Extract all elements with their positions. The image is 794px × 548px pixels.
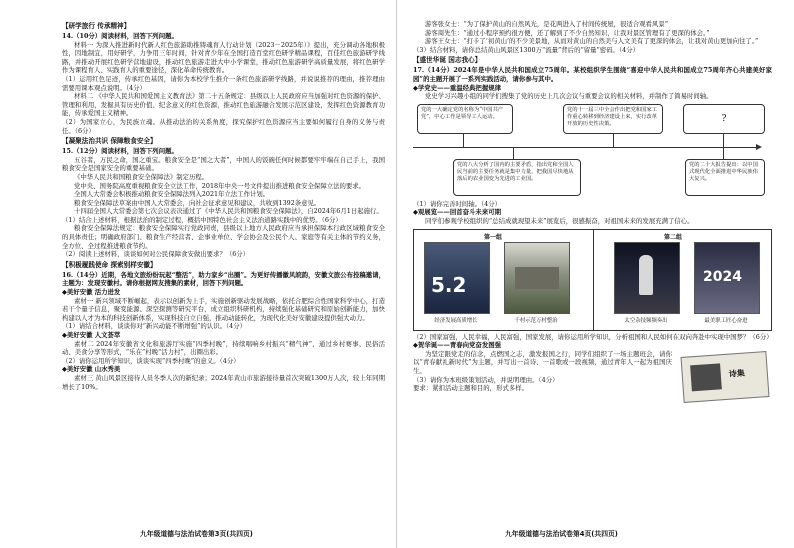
photo-workers xyxy=(694,242,760,314)
timeline-axis xyxy=(413,147,758,148)
question-part: （2）国家富强，人民幸福，人民富强，国家发展，请你运用所学知识，分析祖国和人民如何在双向奔赴中实现中国梦？（6分） xyxy=(413,332,773,341)
timeline-arrow-icon xyxy=(756,144,762,150)
question-part: （2）请你运用所学知识，谈谈实现“四季村晚”的意义。（4分） xyxy=(62,356,240,365)
exhibition-photos xyxy=(413,229,772,331)
question-title: 14.（10分）阅读材料，回答下列问题。 xyxy=(62,32,178,40)
book-title: 诗集 xyxy=(728,367,746,379)
photo-group-label: 第二组 xyxy=(664,233,683,241)
material-text: 素材二 2024年安徽省文化和旅游厅实施“四季村晚”，持续唱响乡村振兴“精气神”，通过乡村赛事、民俗活动、美食分享等形式，“乐在”村晚“活力村”，出圈出彩。 xyxy=(62,339,385,357)
question-part: （1）结合上述材料，根据法治的制定过程，概括中国特色社会主义法治道路实践中的优势。（6分） xyxy=(62,215,342,224)
material-text: 素材一 新兴领域不断崛起，表示以创新为上手，实施创新驱动发展战略，依托合肥综合性国家科学中心，打造若干个量子信息，聚变能源、深空探测等研究平台，成立组织科研机构，持续强化基础研究和原始创新能力，加快构建以人才为本的科技创新体系，实现科技自立自强，推动动能转化，为现代化美好安徽建设提供强大动力。 xyxy=(62,296,385,322)
question-title: 16.（14分）近期，各地文旅纷纷玩起“整活”，助力家乡“出圈”。为更好传播徽风皖韵，安徽文旅公布投稿邀请，主题为：发现安徽村。请你根据网友搜集的素材，回答下列问题。 xyxy=(62,270,385,288)
book-cover xyxy=(681,351,770,403)
sub-heading: ◆美好安徽 山水秀美 xyxy=(62,365,121,374)
timeline-box: 党的一大确定党的名称为“中国共产党”，中心工作是领导工人运动。 xyxy=(417,104,513,134)
section-title: 【积极履践使命 探索别样安徽】 xyxy=(62,260,157,269)
photo-caption: 最美职工匠心奋进 xyxy=(704,317,748,324)
village-building-shape xyxy=(515,267,559,289)
material-text: 同学们参观学校组织的“总结成就现望未来”展览后，很感振奋，对祖国未来的发展充满了信心。 xyxy=(425,216,694,225)
material-text: 五谷者，万民之命，国之重宝。粮食安全是“国之大者”，中国人的饭碗任何时候都要牢牢端在自己手上，我国粮食安全是国家安全的重要基础。 xyxy=(62,155,385,173)
material-text: 粮食安全保障法规定：粮食安全保障实行党政同责，县级以上地方人民政府应当承担保障本行政区域粮食安全的具体责任；明确政府部门、粮食生产经营者、企事业单位、学会协会及公民个人、家庭等有关主体的节约义务，全方位、全过程推进粮食节约。 xyxy=(62,224,385,250)
question-part: （3）结合材料，请你总结黄山风景区1300万“流量”背后的“留量”密码。（4分） xyxy=(413,45,639,54)
photo-economy xyxy=(424,242,490,314)
sub-heading: ◆观展览——回首奋斗未来可期 xyxy=(413,208,501,217)
material-text: 全国人大常委会积极推动粮食安全保障法列入2021年立法工作计划。 xyxy=(74,190,270,199)
question-part: （1）运用红色足迹，传承红色基因，请你为本校学生推介一条红色旅游研学线路，并说说推荐的理由，推荐理由需要用课本观点说明。（4分） xyxy=(62,74,385,92)
timeline-connector xyxy=(723,134,724,147)
question-title: 17.（14分）2024年是中华人民共和国成立75周年。某校组织学生围绕“喜迎中华人民共和国成立75周年齐心共建美好家园”的主题开展了一系列实践活动，请你参与其中。 xyxy=(413,66,772,83)
timeline-blank-box: ? xyxy=(683,104,765,134)
timeline-connector xyxy=(463,134,464,147)
material-text: 材料二 《中华人民共和国爱国主义教育法》第二十五条规定：县级以上人民政府应当加强对红色资源的保护、管理和利用，发掘具有历史价值、纪念意义的红色资源，推动红色旅游融合发展示范区建设，发挥红色资源教育功能，传承爱国主义精神。 xyxy=(62,92,385,118)
question-part: （1）请你完善时间轴。（4分） xyxy=(413,199,502,208)
page-footer: 九年级道德与法治试卷第3页(共四页) xyxy=(140,530,253,538)
sub-heading: ◆学党史——重温经典把握规律 xyxy=(413,83,501,92)
requirement-text: 要求：紧扣活动主题和目的，形式多样。 xyxy=(413,384,529,393)
history-timeline xyxy=(413,104,772,198)
photo-year: 2024 xyxy=(703,268,742,285)
material-text: 游客王女士：“打卡了‘初黄山’的不少美景地，从而对黄山的自然美与人文美有了更深的体会，让我对黄山更加向往了。” xyxy=(425,37,759,46)
page-footer: 九年级道德与法治试卷第4页(共四页) xyxy=(505,530,618,538)
photo-space xyxy=(614,242,680,314)
section-title: 【盛世华诞 国志我心】 xyxy=(413,56,482,65)
timeline-connector xyxy=(723,147,724,159)
section-title: 【凝聚法治共识 保障粮食安全】 xyxy=(62,137,157,146)
question-part: （2）阅读上述材料，谈谈如何对公民保障食安做出要求？（6分） xyxy=(62,250,250,259)
material-text: 素材三 黄山风景区接待人员冬季人次的新纪录；2024年黄山市旅游接待量首次突破1300万人次，较上年同期增长了10%。 xyxy=(62,373,385,391)
photo-caption: 太空杂技频频奏出 xyxy=(624,317,668,324)
question-title: 15.（12分）阅读材料，回答下列问题。 xyxy=(62,147,178,156)
photo-group-label: 第一组 xyxy=(484,233,503,241)
timeline-connector xyxy=(613,134,614,147)
sub-heading: ◆美好安徽 活力迸发 xyxy=(62,288,121,297)
photo-number: 5.2 xyxy=(431,272,467,297)
timeline-box: 党的十一届三中全会作出把党和国家工作重心转移到经济建设上来，实行改革开放的历史性决策。 xyxy=(563,104,663,134)
photo-group-divider xyxy=(593,230,594,330)
photo-village xyxy=(504,242,570,314)
photo-caption: 千村示范万村整治 xyxy=(514,317,558,324)
section-title: 【研学旅行 传承精神】 xyxy=(62,22,131,30)
book-illustration xyxy=(690,363,722,391)
sub-heading: ◆贺华诞——青春向党奋发图强 xyxy=(413,341,501,350)
material-text: 游客周先生：“通过小程序预约很方便，还了解到了不少自然知识，让我对景区管理有了更深的体会。” xyxy=(425,28,710,37)
poetry-book-image xyxy=(676,352,772,400)
material-text: 游客张女士：“为了保护黄山的自然风光，是花两进入了村间传统屋，很适合观看风景” xyxy=(425,20,668,28)
rocket-shape xyxy=(639,255,653,295)
question-part: （2）为国家立心，为民族立魂。从推动法治的关系角度，探究保护红色资源应当主要如何履行自身的义务与责任。（6分） xyxy=(62,117,385,135)
material-text: 党史学习兴趣小组的同学们搜集了党的历史上几次会议与重要会议的相关材料，并制作了简易时间轴。 xyxy=(425,92,713,101)
question-part: （1）请结合材料，谈谈你对“新兴动能不断增强”的认识。（4分） xyxy=(62,322,247,331)
question-part: （3）请你为本班级策划活动，并说明理由。（4分） xyxy=(413,375,559,384)
material-text: 《中华人民共和国粮食安全保障法》制定历程。 xyxy=(74,172,209,181)
material-text: 党中央、国务院高度重视粮食安全立法工作，2018年中央一号文件提出推进粮食安全保障立法的要求。 xyxy=(74,181,366,190)
material-text: 材料一 为深入推进新时代新人红色旅游助推铸魂育人行动计划（2023－2025年）》提出，充分调动各地积极性，因地制宜，用好研学，力争用三年时间，针对青少年在全国打造百堂红色研学精品课程，百佳红色旅游研学线路，并推动开展红色研学营地建设，推动红色旅游走进大中小学课堂，推动红色旅游研学高质量发展，将红色研学作为课程育人、实践育人的重要途径，深化革命传统教育。 xyxy=(62,40,385,75)
timeline-box: 党的二十大报告提出：以中国式现代化全面推进中华民族伟大复兴。 xyxy=(685,159,765,196)
page-right xyxy=(397,0,794,548)
photo-caption: 经济发展高质增长 xyxy=(434,317,478,324)
timeline-connector xyxy=(513,147,514,159)
sub-heading: ◆美好安徽 人文荟萃 xyxy=(62,331,121,339)
material-text: 十四届全国人大常委会第七次会议表决通过了《中华人民共和国粮食安全保障法》，自2024年6月1日起施行。 xyxy=(74,207,383,216)
material-text: 为坚定跟党走的信念，点燃国之志，激发报国之行，同学们组织了一场主题班会，请你以“青春献礼新时代”为主题，并写出一首诗、一首歌或一段视频，通过青年人一起为祖国庆生。 xyxy=(413,349,672,375)
timeline-box: 党的八大分析了国内的主要矛盾，指出党和全国人民当前的主要任务就是集中力量，把我国尽快地从落后的农业国变为先进的工业国。 xyxy=(453,159,581,196)
material-text: 粮食安全保障法草案由中国人大常委会，向社会征求意见和建议，共收到1392条意见。 xyxy=(74,198,321,207)
